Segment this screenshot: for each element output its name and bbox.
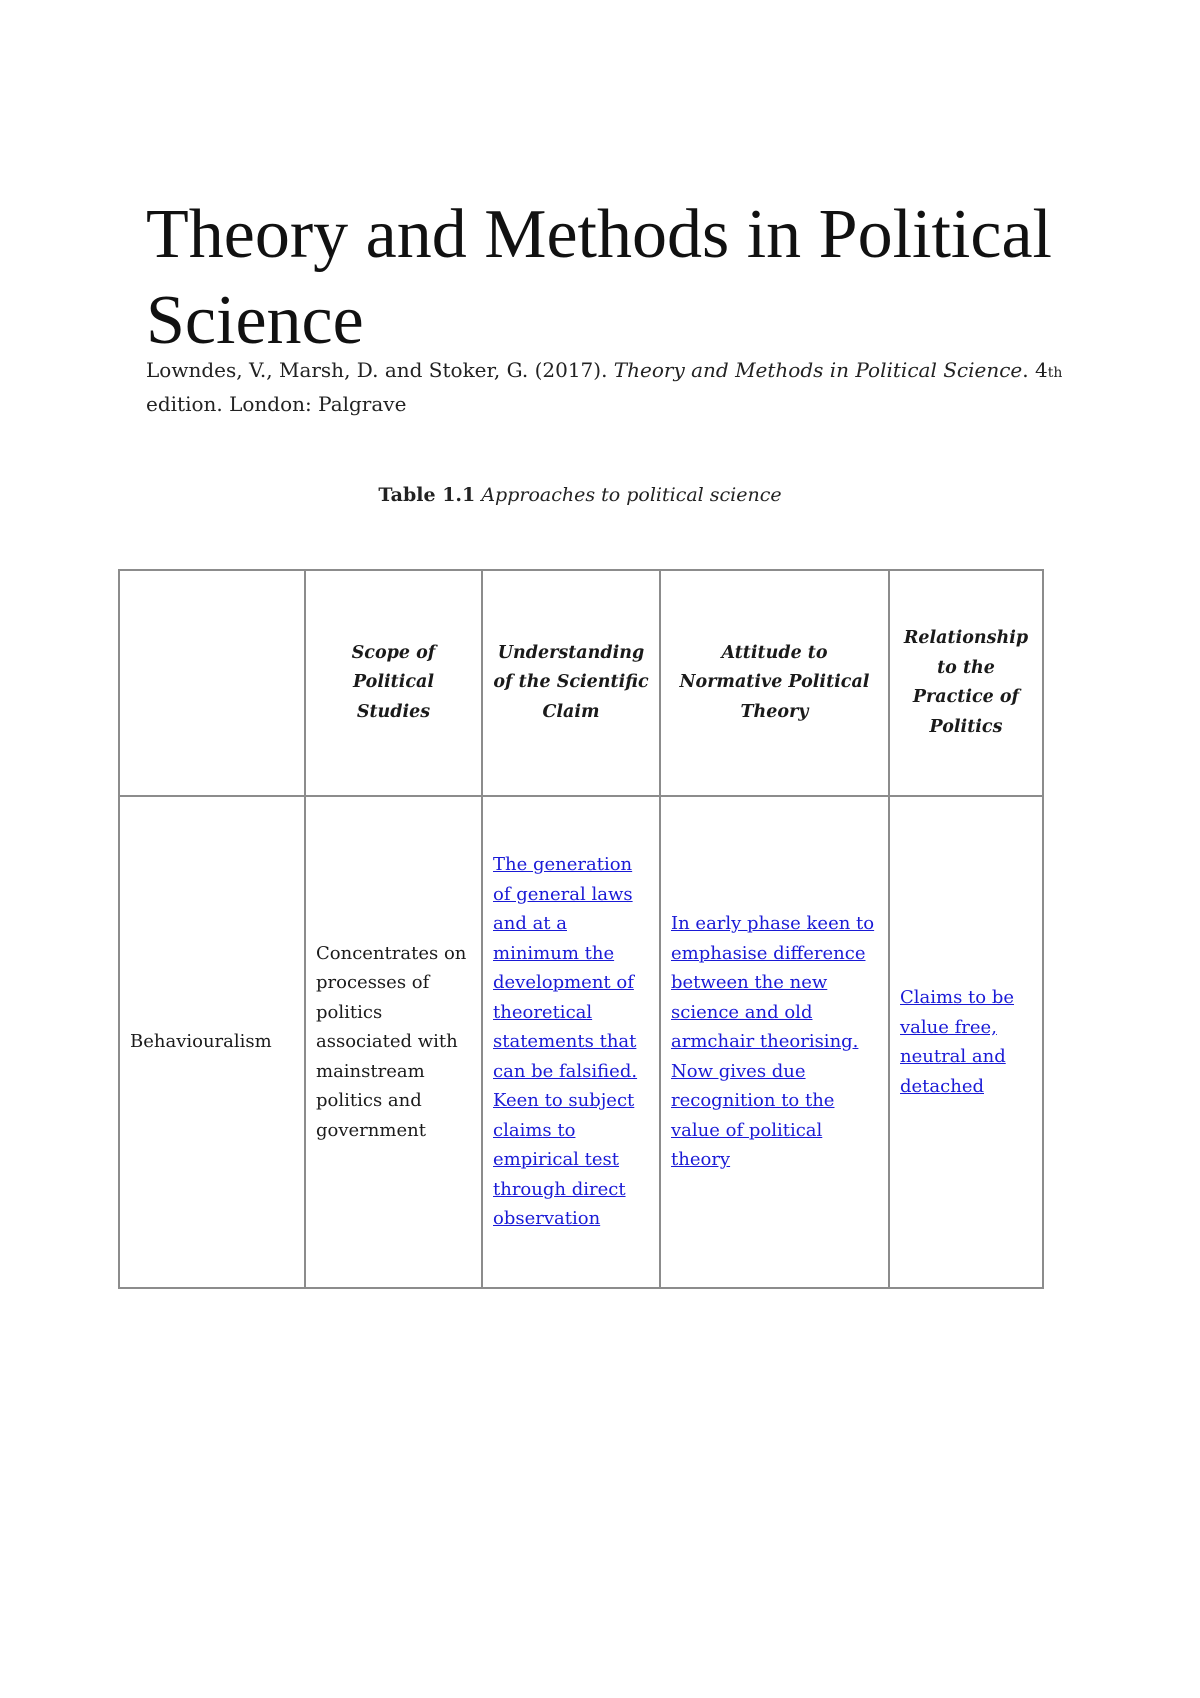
cell-scope: Concentrates on processes of politics associated with mainstream politics and government (305, 796, 482, 1288)
citation: Lowndes, V., Marsh, D. and Stoker, G. (2017). Theory and Methods in Political Science. 4th edition. London: Palgrave (146, 358, 1063, 416)
table-row (119, 796, 1043, 1288)
header-cell-practice-of-politics: Relationship to the Practice of Politics (889, 570, 1043, 796)
header-cell-approach (119, 570, 305, 796)
practice-of-politics-link[interactable]: Claims to be value free, neutral and detached (900, 987, 1015, 1097)
cell-approach: Behaviouralism (119, 796, 305, 1288)
table-caption-label: Table 1.1 (378, 484, 476, 506)
approaches-table (118, 569, 1044, 1289)
table-header-row (119, 570, 1043, 796)
table-caption (0, 484, 1160, 506)
citation-edition-number: 4 (1034, 358, 1048, 382)
page-title: Theory and Methods in Political Science (146, 196, 1052, 359)
citation-authors: Lowndes, V., Marsh, D. and Stoker, G. (2017). (146, 358, 608, 382)
cell-scientific-claim (482, 796, 660, 1288)
cell-practice-of-politics (889, 796, 1043, 1288)
normative-theory-link[interactable]: In early phase keen to emphasise difference between the new science and old armchair theorising. Now gives due recognition to the value of political theory (671, 913, 875, 1171)
header-cell-scientific-claim: Understanding of the Scientific Claim (482, 570, 660, 796)
scientific-claim-link[interactable]: The generation of general laws and at a minimum the development of theoretical statements that can be falsified. Keen to subject claims to empirical test through direct observation (493, 854, 638, 1230)
citation-edition-suffix: th (1047, 365, 1063, 381)
citation-edition-rest: edition. London: Palgrave (146, 392, 407, 416)
header-cell-scope: Scope of Political Studies (305, 570, 482, 796)
table-caption-text: Approaches to political science (481, 484, 782, 506)
cell-normative-theory (660, 796, 889, 1288)
citation-work-title: Theory and Methods in Political Science (613, 358, 1023, 382)
header-cell-normative-theory: Attitude to Normative Political Theory (660, 570, 889, 796)
